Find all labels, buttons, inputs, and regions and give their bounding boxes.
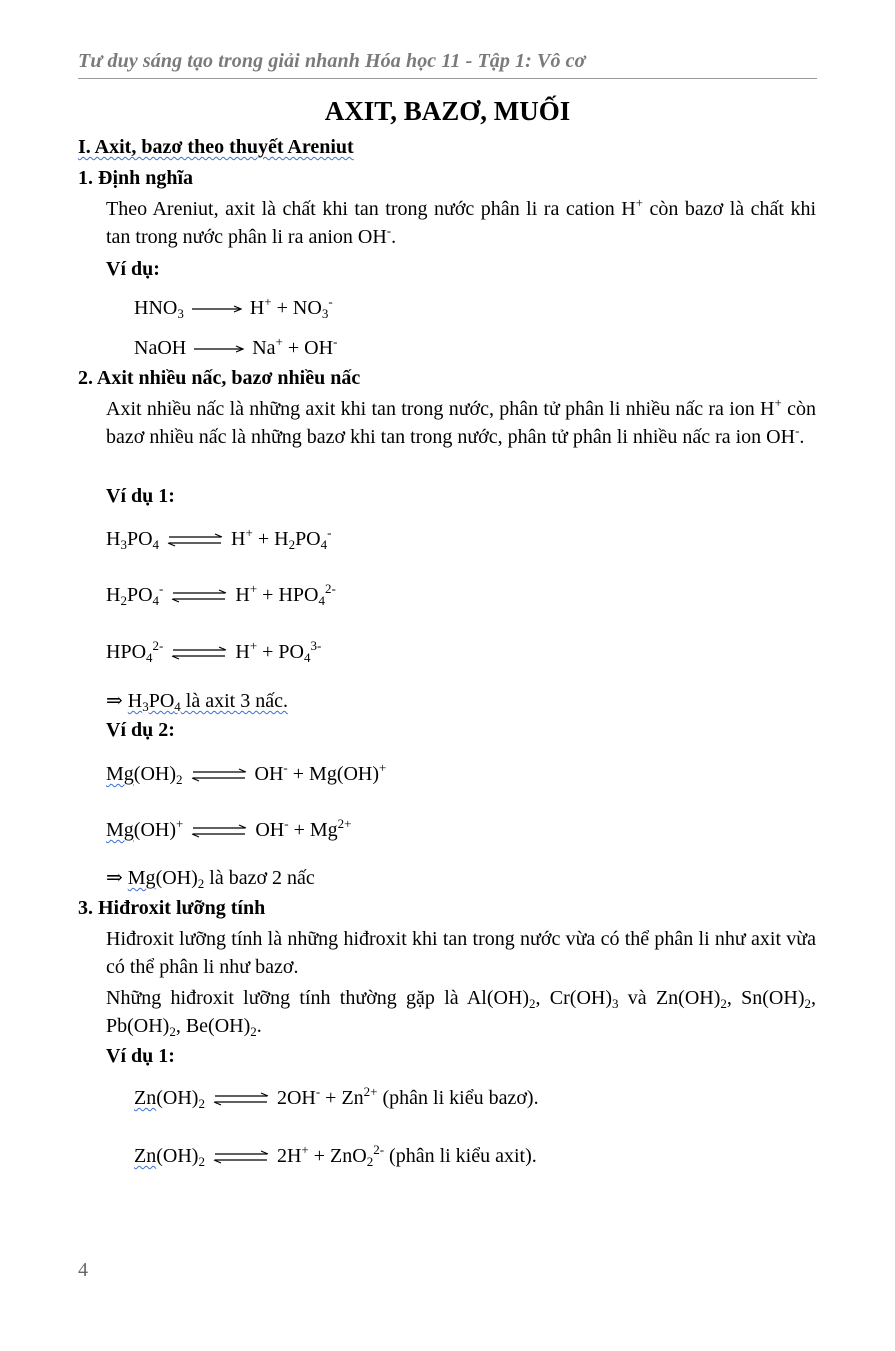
equation-hpo4: $HPO_4^{2-}$ $H^+ + PO_4^{3-}$: [106, 638, 322, 665]
example-label: Ví dụ:: [106, 258, 160, 280]
equilibrium-arrow-icon: [191, 768, 247, 782]
definition-paragraph: Theo Areniut, axit là chất khi tan trong nước phân li ra cation H+ còn bazơ là chất khi tan trong nước phân li ra anion OH-.: [106, 195, 817, 248]
subsection-heading-definition: 1. Định nghĩa: [78, 167, 194, 189]
equilibrium-arrow-icon: [167, 533, 223, 547]
equilibrium-arrow-icon: [213, 1150, 269, 1164]
equilibrium-arrow-icon: [191, 824, 247, 838]
equation-znoh2-base: $Zn(OH)_2$ $2OH^- + Zn^{2+}$ (phân li kiểu bazơ).: [134, 1084, 539, 1111]
equation-znoh2-acid: $Zn(OH)_2$ 2H+ + ZnO$_2^{2-}$ (phân li kiểu axit).: [134, 1142, 537, 1169]
amphoteric-paragraph-2: Những hiđroxit lưỡng tính thường gặp là $Al(OH)_2$, $Cr(OH)_3$ và $Zn(OH)_2$, $Sn(OH)_2$, $Pb(OH)_2$, $Be(OH)_2$.: [106, 987, 816, 1039]
equation-hno3: $HNO_3$ $H^+ + NO_3^-$: [134, 294, 333, 321]
polyprotic-paragraph: Axit nhiều nấc là những axit khi tan trong nước, phân tử phân li nhiều nấc ra ion H+ còn bazơ nhiều nấc là những bazơ khi tan trong nước, phân tử phân li nhiều nấc ra ion OH-.: [106, 395, 816, 448]
example-1-label: Ví dụ 1:: [106, 485, 175, 507]
equation-mgoh2: $Mg(OH)_2$ OH- + Mg(OH)+: [106, 760, 387, 787]
equilibrium-arrow-icon: [213, 1092, 269, 1106]
equation-h3po4: $H_3PO_4$ $H^+ + H_2PO_4^-$: [106, 525, 332, 552]
example-2-label: Ví dụ 2:: [106, 719, 175, 741]
equation-naoh: NaOH Na+ + OH-: [134, 334, 338, 359]
section-heading-1: I. Axit, bazơ theo thuyết Areniut: [78, 136, 354, 158]
example-1-label-amphoteric: Ví dụ 1:: [106, 1045, 175, 1067]
subsection-heading-amphoteric: 3. Hiđroxit lưỡng tính: [78, 897, 266, 919]
right-arrow-icon: [192, 304, 242, 314]
conclusion-mgoh2: ⇒ $Mg(OH)_2$ là bazơ 2 nấc: [106, 867, 315, 891]
page-title: AXIT, BAZƠ, MUỐI: [324, 96, 571, 126]
equation-mgoh: Mg(OH)+ $OH^- + Mg^{2+}$: [106, 816, 352, 841]
equation-h2po4: $H_2PO_4^-$ $H^+ + HPO_4^{2-}$: [106, 581, 336, 608]
subsection-heading-polyprotic: 2. Axit nhiều nấc, bazơ nhiều nấc: [78, 367, 361, 389]
conclusion-h3po4: ⇒ $H_3PO_4$ là axit 3 nấc.: [106, 690, 288, 714]
equilibrium-arrow-icon: [171, 646, 227, 660]
right-arrow-icon: [194, 344, 244, 354]
running-header: Tư duy sáng tạo trong giải nhanh Hóa học 11 - Tập 1: Vô cơ: [78, 50, 586, 72]
page-number: 4: [78, 1259, 88, 1281]
amphoteric-paragraph-1: Hiđroxit lưỡng tính là những hiđroxit khi tan trong nước vừa có thể phân li như axit vừa có thể phân li như bazơ.: [106, 928, 816, 978]
equilibrium-arrow-icon: [171, 589, 227, 603]
header-rule: [78, 78, 817, 79]
